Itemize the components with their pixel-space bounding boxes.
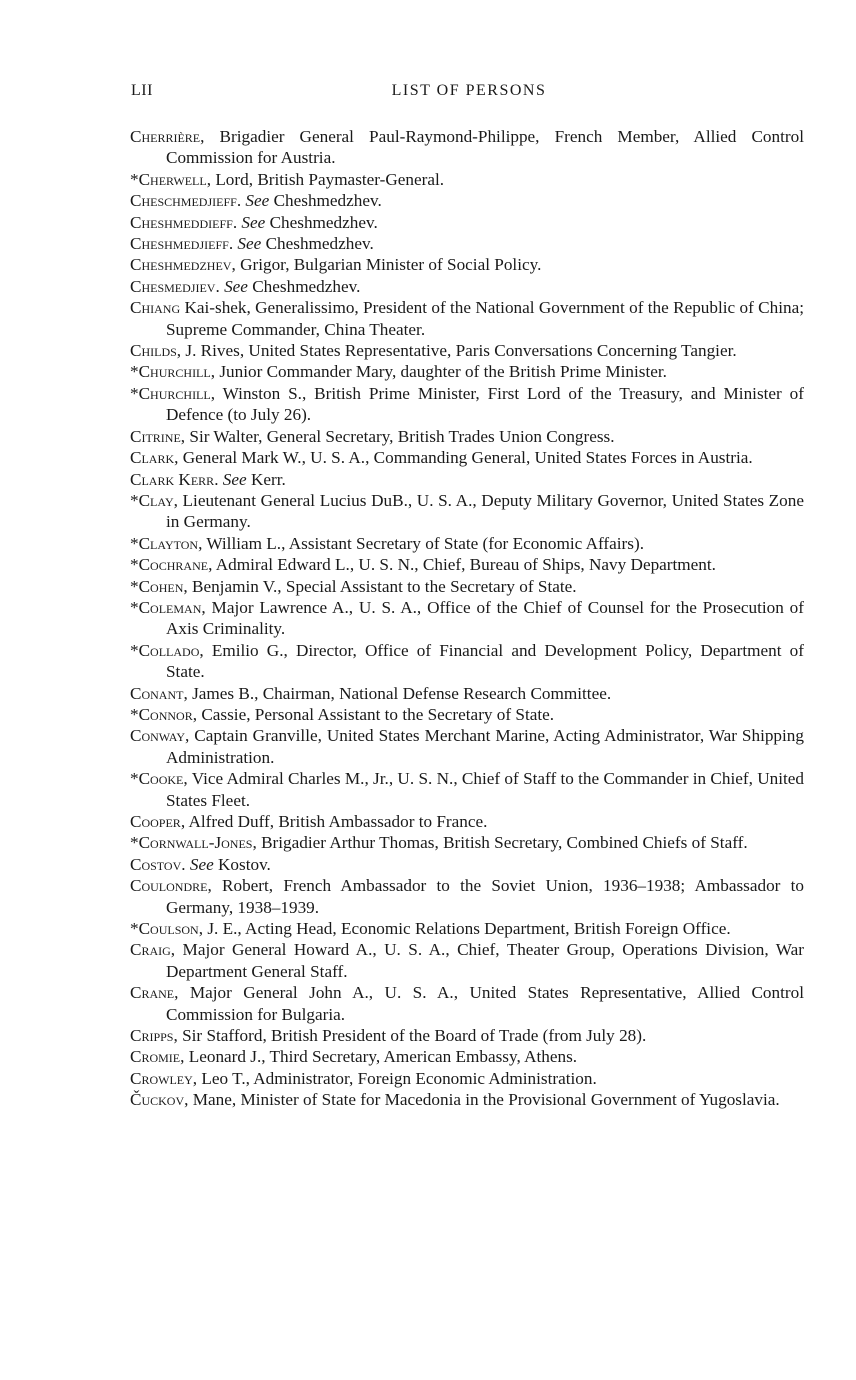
entry-text: , Vice Admiral Charles M., Jr., U. S. N., Chief of Staff to the Commander in Chief, United States Fleet. <box>166 769 804 810</box>
entry-text: . <box>214 469 219 489</box>
entry-text: Kai-shek, Generalissimo, President of the National Government of the Republic of China; Supreme Commander, China Theater. <box>166 298 804 339</box>
list-entry <box>130 640 804 683</box>
entry-name: Cohen <box>138 576 184 596</box>
entry-see-target: Cheshmedzhev. <box>265 234 374 254</box>
list-entry <box>130 832 804 853</box>
entry-text: , Major Lawrence A., U. S. A., Office of the Chief of Counsel for the Prosecution of Axis Criminality. <box>166 597 804 639</box>
entry-star: * <box>130 919 139 939</box>
entry-text: , Cassie, Personal Assistant to the Secretary of State. <box>192 704 555 724</box>
entry-text: , James B., Chairman, National Defense Research Committee. <box>183 683 612 703</box>
entry-star: * <box>130 383 139 403</box>
entry-name: Cochrane <box>138 555 209 575</box>
entry-name: Costov <box>130 854 182 874</box>
entry-see: See <box>189 854 214 874</box>
list-entry <box>130 383 804 426</box>
entry-name: Citrine <box>130 426 181 446</box>
entry-name: Churchill <box>138 383 211 403</box>
entry-name: Cooke <box>138 769 184 789</box>
list-entry <box>130 533 804 554</box>
entry-text: , J. Rives, United States Representative, Paris Conversations Concerning Tangier. <box>176 341 737 361</box>
entry-star: * <box>130 533 139 553</box>
entry-text: . <box>215 276 220 296</box>
entry-name: Coleman <box>138 597 202 617</box>
list-entry <box>130 212 804 233</box>
entry-star: * <box>130 362 139 382</box>
entry-text: , Robert, French Ambassador to the Soviet Union, 1936–1938; Ambassador to Germany, 1938–1939. <box>166 876 804 917</box>
entry-text: , Admiral Edward L., U. S. N., Chief, Bureau of Ships, Navy Department. <box>208 555 716 575</box>
entry-see-target: Cheshmedzhev. <box>252 276 361 296</box>
entry-name: Cooper <box>130 812 181 831</box>
entry-text: , Junior Commander Mary, daughter of the British Prime Minister. <box>210 362 667 382</box>
entry-name: Cheschmedjieff <box>130 191 237 211</box>
entry-see: See <box>222 469 247 489</box>
list-entry <box>130 768 804 811</box>
entry-text: , Brigadier General Paul-Raymond-Philippe, French Member, Allied Control Commission for Austria. <box>166 127 804 168</box>
list-entry <box>130 340 804 361</box>
entry-star: * <box>130 555 139 575</box>
entry-text: , Sir Walter, General Secretary, British Trades Union Congress. <box>180 426 615 446</box>
entry-text: , Winston S., British Prime Minister, First Lord of the Treasury, and Minister of Defence (to July 26). <box>166 383 804 425</box>
entry-name: Cherrière <box>130 127 201 146</box>
entry-star: * <box>130 490 139 510</box>
list-entry <box>130 361 804 382</box>
entry-name: Coulondre <box>130 876 208 896</box>
list-entry <box>130 1068 804 1089</box>
entry-star: * <box>130 833 139 853</box>
entry-text: , Emilio G., Director, Office of Financial and Development Policy, Department of State. <box>166 640 804 682</box>
list-entry <box>130 811 804 832</box>
entry-text: , Major General Howard A., U. S. A., Chief, Theater Group, Operations Division, War Department General Staff. <box>166 940 804 981</box>
entry-name: Crowley <box>130 1068 193 1088</box>
list-entry <box>130 169 804 190</box>
entry-name: Childs <box>130 341 177 361</box>
entry-text: , Lord, British Paymaster-General. <box>206 169 445 189</box>
list-entry <box>130 469 804 490</box>
entry-text: , Leonard J., Third Secretary, American Embassy, Athens. <box>180 1047 578 1067</box>
entry-name: Clark Kerr <box>130 469 215 489</box>
entry-see: See <box>245 191 270 211</box>
entry-name: Crane <box>130 983 175 1003</box>
entry-text: , Sir Stafford, British President of the Board of Trade (from July 28). <box>173 1026 647 1046</box>
entry-text: , Alfred Duff, British Ambassador to France. <box>180 812 488 831</box>
entry-text: . <box>236 191 242 211</box>
entry-text: , Grigor, Bulgarian Minister of Social Policy. <box>231 255 542 275</box>
entry-name: Cripps <box>130 1026 174 1046</box>
list-entry <box>130 725 804 768</box>
entry-name: Conway <box>130 726 186 746</box>
entry-text: , General Mark W., U. S. A., Commanding General, United States Forces in Austria. <box>174 448 753 468</box>
list-entry <box>130 939 804 982</box>
entry-text: , Leo T., Administrator, Foreign Economic Administration. <box>192 1068 597 1088</box>
entry-see-target: Kostov. <box>218 854 271 874</box>
entry-name: Conant <box>130 683 184 703</box>
entry-star: * <box>130 704 139 724</box>
entry-name: Cherwell <box>138 169 207 189</box>
list-entry <box>130 490 804 533</box>
list-entry <box>130 554 804 575</box>
person-list <box>130 126 804 1111</box>
list-entry <box>130 982 804 1025</box>
entry-star: * <box>130 769 139 789</box>
list-entry <box>130 276 804 297</box>
entry-text: , William L., Assistant Secretary of State (for Economic Affairs). <box>198 533 644 553</box>
page-number: LII <box>131 82 153 99</box>
entry-see-target: Cheshmedzhev. <box>269 212 378 232</box>
list-entry <box>130 190 804 211</box>
entry-name: Čuckov <box>130 1090 185 1110</box>
entry-name: Churchill <box>138 362 211 382</box>
entry-name: Connor <box>138 704 193 724</box>
list-entry <box>130 233 804 254</box>
entry-text: , Major General John A., U. S. A., United States Representative, Allied Control Commission for Bulgaria. <box>166 983 804 1024</box>
entry-name: Collado <box>138 640 200 660</box>
entry-name: Chesmedjiev <box>130 276 216 296</box>
entry-see-target: Cheshmedzhev. <box>273 191 382 211</box>
entry-text: , Lieutenant General Lucius DuB., U. S. A., Deputy Military Governor, United States Zone in Germany. <box>166 490 804 532</box>
list-entry <box>130 1046 804 1067</box>
entry-see: See <box>224 276 248 296</box>
entry-text: , Mane, Minister of State for Macedonia in the Provisional Government of Yugoslavia. <box>184 1090 780 1110</box>
list-entry <box>130 254 804 275</box>
entry-name: Clay <box>138 490 174 510</box>
entry-see-target: Kerr. <box>250 469 286 489</box>
list-entry <box>130 875 804 918</box>
entry-name: Cheshmedjieff <box>130 234 229 254</box>
entry-text: , J. E., Acting Head, Economic Relations Department, British Foreign Office. <box>198 919 731 939</box>
entry-text: , Brigadier Arthur Thomas, British Secretary, Combined Chiefs of Staff. <box>252 833 748 853</box>
entry-star: * <box>130 640 139 660</box>
list-entry <box>130 683 804 704</box>
entry-see: See <box>237 234 262 254</box>
entry-name: Cheshmedzhev <box>130 255 232 275</box>
entry-star: * <box>130 576 139 596</box>
entry-text: , Captain Granville, United States Merchant Marine, Acting Administrator, War Shipping Administration. <box>166 726 804 767</box>
running-head-title: LIST OF PERSONS <box>391 82 547 99</box>
entry-name: Craig <box>130 940 171 960</box>
entry-text: , Benjamin V., Special Assistant to the Secretary of State. <box>183 576 577 596</box>
entry-star: * <box>130 169 139 189</box>
list-entry <box>130 297 804 340</box>
list-entry <box>130 918 804 939</box>
list-entry <box>130 597 804 640</box>
list-entry <box>130 704 804 725</box>
entry-text: . <box>228 234 234 254</box>
entry-name: Cromie <box>130 1047 181 1067</box>
list-entry <box>130 426 804 447</box>
list-entry <box>130 447 804 468</box>
list-entry <box>130 854 804 875</box>
entry-name: Clayton <box>138 533 199 553</box>
list-entry <box>130 126 804 169</box>
list-entry <box>130 576 804 597</box>
list-entry <box>130 1025 804 1046</box>
list-entry <box>130 1089 804 1110</box>
entry-star: * <box>130 597 139 617</box>
entry-name: Chiang <box>130 298 181 318</box>
entry-name: Cornwall-Jones <box>138 833 253 853</box>
entry-name: Coulson <box>138 919 199 939</box>
entry-text: . <box>181 854 186 874</box>
entry-name: Cheshmeddieff <box>130 212 233 232</box>
entry-text: . <box>232 212 238 232</box>
entry-name: Clark <box>130 448 175 468</box>
entry-see: See <box>241 212 266 232</box>
